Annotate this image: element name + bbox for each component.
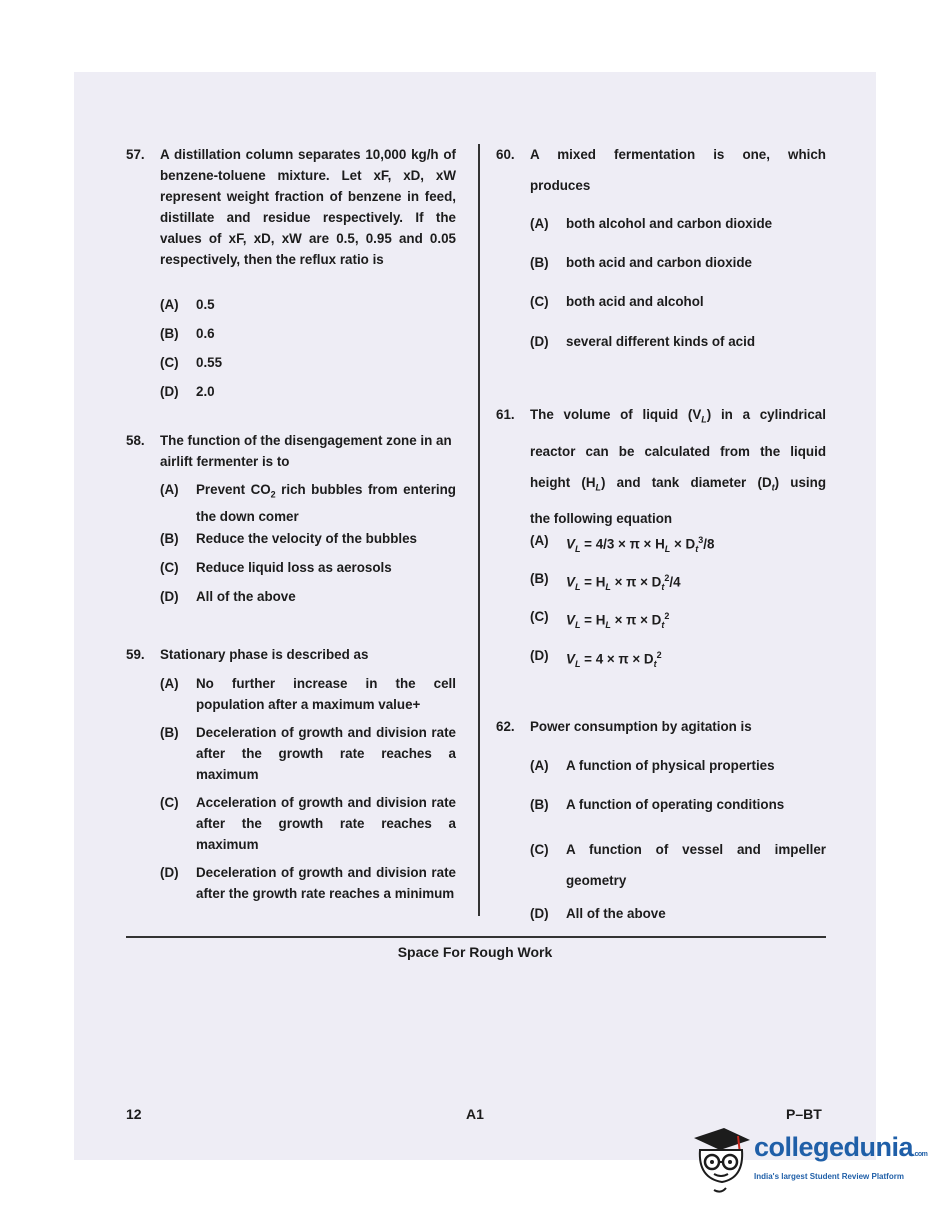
option: [530, 213, 826, 234]
question-62: [496, 716, 826, 737]
question-text: Stationary phase is described as: [160, 647, 369, 662]
option: [530, 291, 826, 312]
option-text: A function of physical properties: [566, 758, 775, 773]
option: [160, 528, 456, 549]
question-text-line1: A mixed fermentation is one, which: [530, 147, 826, 162]
question-number: 61.: [496, 407, 515, 422]
option-text: Reduce liquid loss as aerosols: [196, 560, 392, 575]
question-text-line2: produces: [530, 178, 591, 193]
option-label: (D): [160, 384, 179, 399]
option: [160, 479, 456, 527]
option: [530, 794, 826, 815]
question-text: A distillation column separates 10,000 kg/h of benzene-toluene mixture. Let xF, xD, xW represent weight fraction of benzene in feed, distillate and residue respectively. If the values of xF, xD, xW are 0.5, 0.95 and 0.05 respectively, then the reflux ratio is: [160, 147, 456, 267]
option-label: (B): [160, 725, 179, 740]
option-text: 2.0: [196, 384, 215, 399]
question-text-line2: reactor can be calculated from the liquid: [530, 443, 826, 459]
option: [530, 834, 826, 896]
option-text: 0.55: [196, 355, 223, 370]
option-text: Deceleration of growth and division rate after the growth rate reaches a minimum: [196, 865, 456, 901]
option: [530, 755, 826, 776]
option-label: (C): [530, 294, 549, 309]
option: [530, 530, 826, 560]
question-text-line4: the following equation: [530, 511, 673, 527]
option-label: (B): [530, 255, 549, 270]
option: [530, 606, 826, 636]
option-label: (D): [530, 648, 549, 663]
option-equation: $V_L = 4/3 \times \pi \times H_L \times D_t^3/8$: [566, 535, 715, 555]
option: [160, 323, 456, 344]
question-number: 60.: [496, 147, 515, 162]
option-text: both acid and carbon dioxide: [566, 255, 752, 270]
option-equation: $V_L = 4 \times \pi \times D_t^2$: [566, 650, 662, 670]
option-label: (A): [530, 533, 549, 548]
collegedunia-logo: [688, 1120, 928, 1200]
option: [160, 673, 456, 715]
option: [160, 381, 456, 402]
question-number: 57.: [126, 147, 145, 162]
option-label: (C): [160, 560, 179, 575]
option-label: (C): [530, 842, 549, 857]
option-text: 0.5: [196, 297, 215, 312]
option-text: All of the above: [196, 589, 296, 604]
option: [160, 294, 456, 315]
option: [530, 252, 826, 273]
option-text: both alcohol and carbon dioxide: [566, 216, 773, 231]
option-label: (D): [530, 906, 549, 921]
question-text: The function of the disengagement zone in an airlift fermenter is to: [160, 433, 452, 469]
option-text: All of the above: [566, 906, 666, 921]
option-label: (D): [160, 589, 179, 604]
option-label: (B): [160, 531, 179, 546]
logo-tagline: India's largest Student Review Platform: [754, 1172, 904, 1181]
option-label: (A): [160, 297, 179, 312]
option-text-line1: A function of vessel and impeller: [566, 842, 826, 857]
option: [530, 568, 826, 598]
option: [160, 586, 456, 607]
question-59: [126, 644, 456, 665]
question-60: [496, 144, 826, 196]
option-label: (A): [530, 758, 549, 773]
rough-work-rule: [126, 936, 826, 938]
option-text: A function of operating conditions: [566, 797, 785, 812]
option: [160, 722, 456, 785]
option: [530, 645, 826, 675]
option-equation: $V_L = H_L \times \pi \times D_t^2$: [566, 611, 670, 631]
question-text-line3: height $(H_L)$ and tank diameter $(D_t)$ using: [530, 474, 827, 493]
page-number: 12: [126, 1106, 142, 1122]
option-label: (B): [530, 571, 549, 586]
option-label: (B): [160, 326, 179, 341]
option: [160, 792, 456, 855]
option-label: (D): [530, 334, 549, 349]
subject-code: P–BT: [786, 1106, 822, 1122]
option-label: (C): [160, 795, 179, 810]
logo-name: collegedunia.com: [754, 1132, 928, 1162]
option-label: (A): [530, 216, 549, 231]
question-number: 59.: [126, 647, 145, 662]
option-text: Deceleration of growth and division rate after the growth rate reaches a maximum: [196, 725, 456, 782]
option: [160, 557, 456, 578]
mascot-icon: [688, 1120, 754, 1200]
question-number: 62.: [496, 719, 515, 734]
option-text: several different kinds of acid: [566, 334, 756, 349]
question-58: [126, 430, 456, 472]
option-text-line2: geometry: [566, 873, 627, 888]
option-label: (D): [160, 865, 179, 880]
option-text: Acceleration of growth and division rate after the growth rate reaches a maximum: [196, 795, 456, 852]
option-label: (A): [160, 676, 179, 691]
option: [160, 352, 456, 373]
question-61: [496, 399, 826, 534]
option: [530, 331, 826, 352]
booklet-code: A1: [466, 1106, 484, 1122]
question-57: [126, 144, 456, 270]
rough-work-label: Space For Rough Work: [397, 944, 553, 960]
option: [530, 903, 826, 924]
question-text-line1: The volume of liquid $(V_L)$ in a cylindrical: [530, 407, 826, 425]
option-label: (C): [160, 355, 179, 370]
option-text: No further increase in the cell population after a maximum value+: [196, 676, 456, 712]
option-label: (B): [530, 797, 549, 812]
column-divider: [478, 144, 480, 916]
option-text: 0.6: [196, 326, 215, 341]
question-number: 58.: [126, 433, 145, 448]
option-equation: $V_L = H_L \times \pi \times D_t^2/4$: [566, 573, 681, 593]
question-text: Power consumption by agitation is: [530, 719, 752, 734]
exam-page: [74, 72, 876, 1160]
option-label: (C): [530, 609, 549, 624]
option-text: both acid and alcohol: [566, 294, 704, 309]
option-text: Prevent $CO_2$ rich bubbles from entering the down comer: [196, 482, 456, 524]
option-label: (A): [160, 482, 179, 497]
option-text: Reduce the velocity of the bubbles: [196, 531, 417, 546]
option: [160, 862, 456, 904]
